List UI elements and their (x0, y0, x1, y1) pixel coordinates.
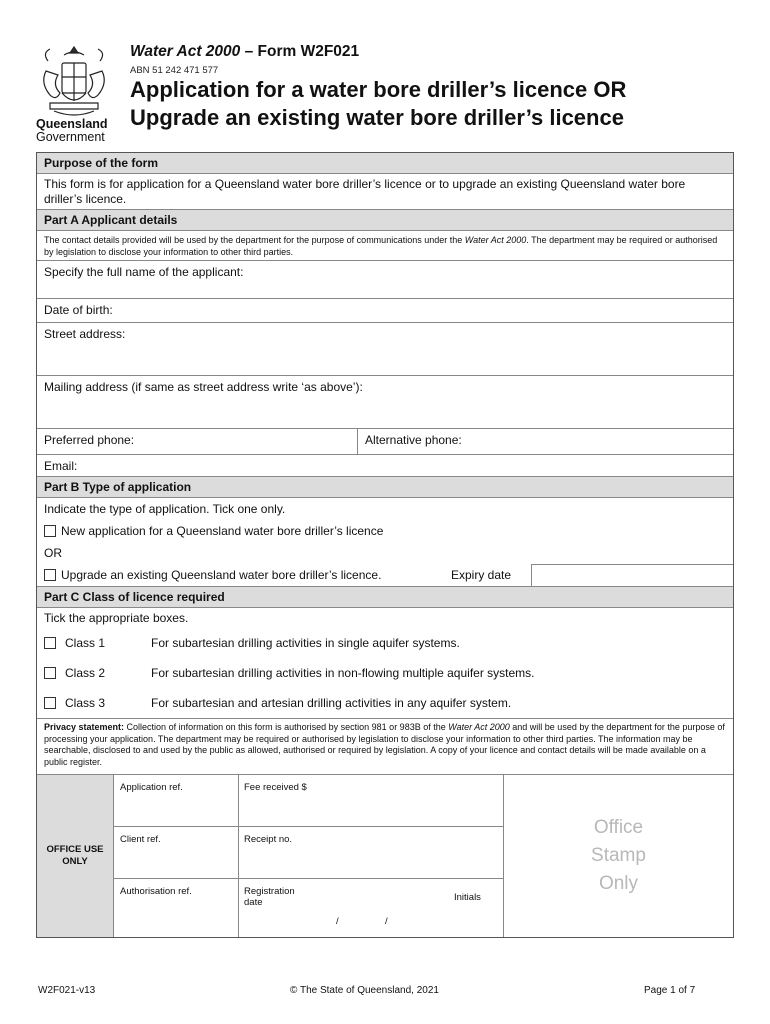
application-form (36, 152, 734, 938)
registration-label-2: date (244, 897, 263, 908)
org-name-line2: Government (36, 130, 105, 144)
registration-label-1: Registration (244, 886, 295, 897)
office-row-2 (114, 827, 503, 879)
queensland-government-logo (34, 40, 114, 146)
checkbox-upgrade[interactable] (44, 569, 56, 581)
client-ref-field[interactable] (114, 827, 239, 878)
stamp-text-2: Stamp (591, 845, 646, 866)
email-label: Email: (44, 459, 78, 473)
alt-phone-label: Alternative phone: (365, 433, 462, 447)
fee-received-field[interactable] (239, 775, 503, 826)
title-line-1: Application for a water bore driller’s licence OR (130, 77, 627, 102)
option-upgrade-label: Upgrade an existing Queensland water bore driller’s licence. (61, 568, 382, 582)
note-text: The contact details provided will be used by the department for the purpose of communications under the (44, 235, 465, 245)
class-1-label: Class 1 (65, 636, 106, 650)
checkbox-class-1[interactable] (44, 637, 56, 649)
date-separator-1: / (336, 916, 339, 927)
class-2-label: Class 2 (65, 666, 106, 680)
street-label: Street address: (44, 327, 126, 341)
full-name-label: Specify the full name of the applicant: (44, 265, 244, 279)
abn-number: ABN 51 242 471 577 (130, 65, 219, 76)
stamp-text-3: Only (598, 873, 639, 894)
class-3-label: Class 3 (65, 696, 106, 710)
dob-label: Date of birth: (44, 303, 113, 317)
office-use-grid (114, 775, 504, 937)
privacy-label: Privacy statement: (44, 722, 125, 732)
part-a-heading: Part A Applicant details (37, 210, 733, 231)
initials-label: Initials (454, 892, 481, 903)
class-3-row (37, 688, 733, 718)
note-text-end: . The department may be required or authorised by legislation to disclose your information to other third parties. (44, 235, 718, 257)
checkbox-class-3[interactable] (44, 697, 56, 709)
form-code: – Form W2F021 (240, 43, 360, 60)
privacy-text-end: and will be used by the department for the purpose of processing your application. The department may be required or authorised by legislation to disclose your information to other third parties. The information may be searchable, disclosed to and used by the public as allowed, authorised or required by legislation. A copy of your licence and contact details will be made available on a public register. (44, 722, 725, 767)
registration-date-field[interactable] (239, 879, 503, 937)
phone-label: Preferred phone: (44, 433, 135, 447)
coat-of-arms-icon (34, 40, 114, 122)
application-ref-field[interactable] (114, 775, 239, 826)
office-stamp-area (504, 775, 733, 937)
mailing-label: Mailing address (if same as street address write ‘as above’): (44, 380, 363, 394)
authorisation-ref-field[interactable] (114, 879, 239, 937)
part-c-heading: Part C Class of licence required (37, 587, 733, 608)
alternative-phone-field[interactable] (358, 429, 733, 454)
office-use-label: OFFICE USE ONLY (37, 775, 114, 937)
purpose-text: This form is for application for a Queensland water bore driller’s licence or to upgrade an existing Queensland water bore driller’s licence. (37, 174, 733, 210)
class-1-row (37, 628, 733, 658)
class-2-row (37, 658, 733, 688)
street-address-field[interactable] (37, 323, 733, 376)
title-line-2: Upgrade an existing water bore driller’s licence (130, 105, 624, 130)
privacy-statement (37, 719, 733, 775)
application-ref-label: Application ref. (120, 782, 183, 793)
or-text: OR (44, 546, 62, 560)
form-title (130, 43, 359, 61)
email-field[interactable] (37, 455, 733, 477)
footer-page-number: Page 1 of 7 (644, 985, 696, 996)
part-c-body (37, 608, 733, 719)
receipt-no-label: Receipt no. (244, 834, 293, 845)
authorisation-ref-label: Authorisation ref. (120, 886, 192, 897)
org-name-line1: Queensland (36, 117, 108, 131)
fee-received-label: Fee received $ (244, 782, 307, 793)
page-title (130, 76, 750, 132)
privacy-text: Collection of information on this form is authorised by section 981 or 983B of the (124, 722, 449, 732)
part-b-instruction: Indicate the type of application. Tick one only. (44, 502, 286, 516)
checkbox-class-2[interactable] (44, 667, 56, 679)
part-b-body (37, 498, 733, 587)
note-act: Water Act 2000 (464, 235, 527, 245)
class-3-desc: For subartesian and artesian drilling activities in any aquifer system. (151, 696, 512, 710)
class-1-desc: For subartesian drilling activities in single aquifer systems. (151, 636, 460, 650)
act-name: Water Act 2000 (130, 43, 241, 60)
receipt-no-field[interactable] (239, 827, 503, 878)
expiry-date-label: Expiry date (451, 568, 512, 582)
part-b-heading: Part B Type of application (37, 477, 733, 498)
office-row-1 (114, 775, 503, 827)
privacy-act: Water Act 2000 (448, 722, 510, 732)
option-new-application (37, 520, 733, 542)
expiry-date-field[interactable] (531, 564, 733, 586)
option-new-label: New application for a Queensland water bore driller’s licence (61, 524, 384, 538)
phone-row (37, 429, 733, 455)
preferred-phone-field[interactable] (37, 429, 358, 454)
client-ref-label: Client ref. (120, 834, 161, 845)
date-of-birth-field[interactable] (37, 299, 733, 323)
purpose-heading: Purpose of the form (37, 153, 733, 174)
full-name-field[interactable] (37, 261, 733, 299)
checkbox-new[interactable] (44, 525, 56, 537)
date-separator-2: / (385, 916, 388, 927)
part-a-note (37, 231, 733, 261)
footer-copyright: © The State of Queensland, 2021 (290, 985, 439, 996)
part-c-instruction: Tick the appropriate boxes. (44, 611, 189, 625)
mailing-address-field[interactable] (37, 376, 733, 429)
office-use-section (37, 775, 733, 937)
stamp-text-1: Office (593, 817, 644, 838)
option-upgrade (37, 564, 733, 586)
footer-version: W2F021-v13 (38, 985, 96, 996)
office-row-3 (114, 879, 503, 937)
class-2-desc: For subartesian drilling activities in non-flowing multiple aquifer systems. (151, 666, 535, 680)
